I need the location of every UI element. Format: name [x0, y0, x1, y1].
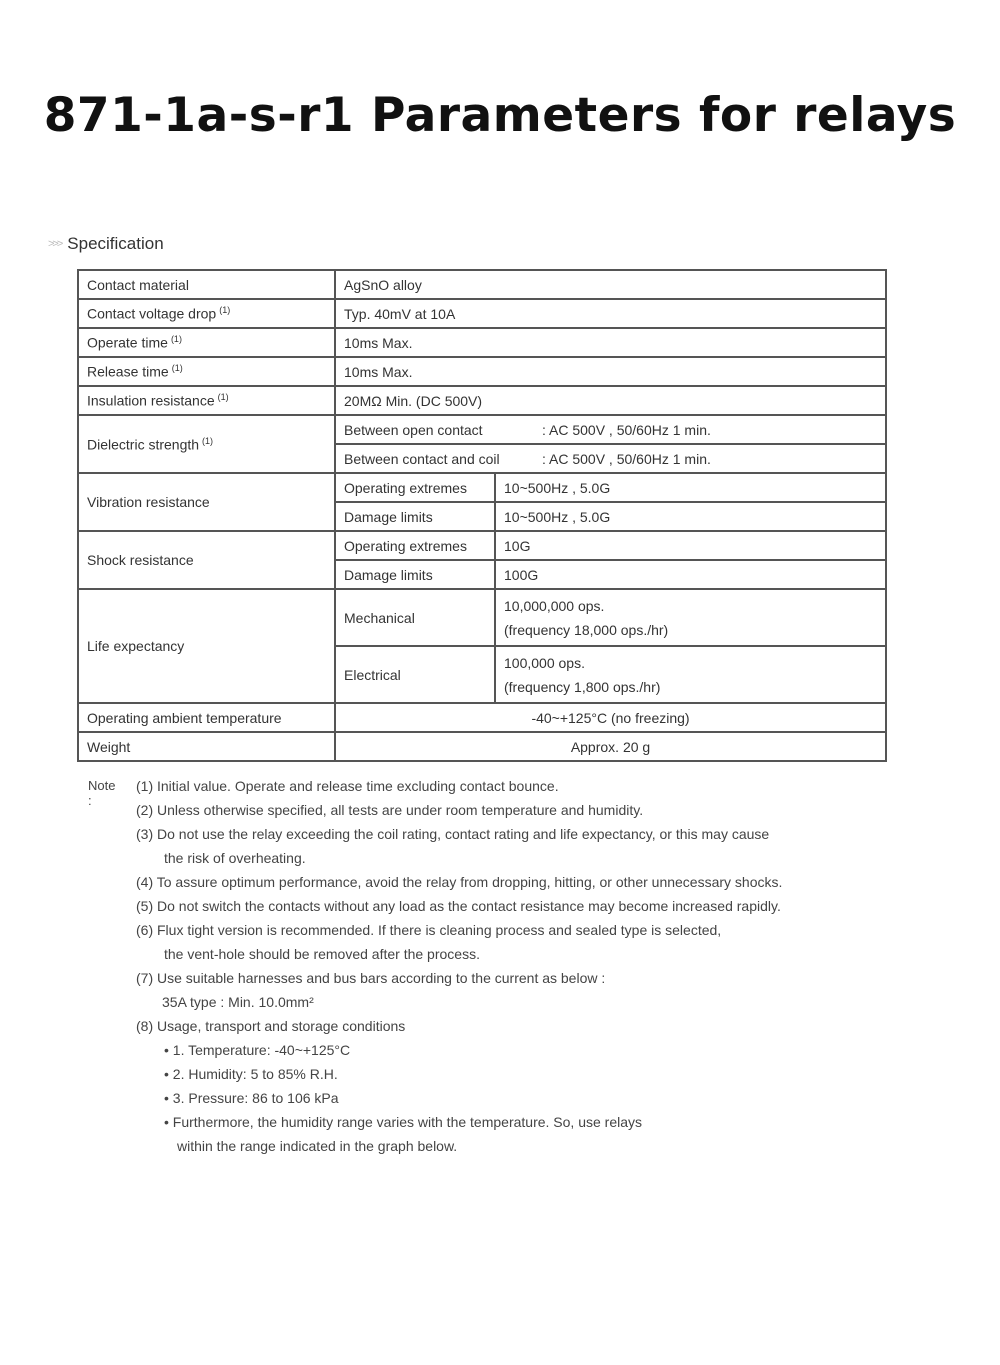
row-label: Operate time $^{(1)}$: [78, 328, 335, 357]
table-row: [78, 732, 886, 761]
notes-label: Note :: [88, 778, 116, 808]
table-row: [78, 589, 886, 646]
table-row: [78, 415, 886, 444]
table-row: [78, 357, 886, 386]
page-title: 871-1a-s-r1 Parameters for relays: [43, 88, 957, 143]
section-label: Specification: [67, 234, 164, 253]
row-value: Approx. 20 g: [335, 732, 886, 761]
note-line: (3) Do not use the relay exceeding the coil rating, contact rating and life expectancy, or this may cause: [136, 826, 770, 842]
row-value: -40~+125°C (no freezing): [335, 703, 886, 732]
note-line: • 3. Pressure: 86 to 106 kPa: [164, 1090, 339, 1106]
row-label: Contact material: [78, 270, 335, 299]
row-value: 20MΩ Min. (DC 500V): [335, 386, 886, 415]
note-line: (7) Use suitable harnesses and bus bars according to the current as below :: [136, 970, 606, 986]
table-row: [78, 299, 886, 328]
specification-table: [77, 269, 887, 762]
note-line: the vent-hole should be removed after the process.: [164, 946, 480, 962]
note-line: • Furthermore, the humidity range varies with the temperature. So, use relays: [164, 1114, 643, 1130]
note-line: 35A type : Min. 10.0mm²: [162, 994, 314, 1010]
row-value: Between open contact : AC 500V , 50/60Hz 1 min.: [335, 415, 886, 444]
row-subname: Operating extremes: [335, 473, 495, 502]
row-value: Typ. 40mV at 10A: [335, 299, 886, 328]
note-line: the risk of overheating.: [164, 850, 306, 866]
row-subname: Operating extremes: [335, 531, 495, 560]
table-row: [78, 531, 886, 560]
row-value: 10,000,000 ops. (frequency 18,000 ops./hr): [495, 589, 886, 646]
row-value: 10G: [495, 531, 886, 560]
row-subname: Mechanical: [335, 589, 495, 646]
row-value: AgSnO alloy: [335, 270, 886, 299]
note-line: (5) Do not switch the contacts without any load as the contact resistance may become increased rapidly.: [136, 898, 781, 914]
row-subname: Damage limits: [335, 560, 495, 589]
note-line: (1) Initial value. Operate and release time excluding contact bounce.: [136, 778, 559, 794]
row-subname: Electrical: [335, 646, 495, 703]
row-value: 10~500Hz , 5.0G: [495, 473, 886, 502]
row-value: Between contact and coil : AC 500V , 50/60Hz 1 min.: [335, 444, 886, 473]
table-row: [78, 703, 886, 732]
row-label: Shock resistance: [78, 531, 335, 589]
row-label: Dielectric strength $^{(1)}$: [78, 415, 335, 473]
note-line: (6) Flux tight version is recommended. If there is cleaning process and sealed type is selected,: [136, 922, 722, 938]
section-heading: [48, 234, 164, 254]
row-label: Vibration resistance: [78, 473, 335, 531]
note-line: • 2. Humidity: 5 to 85% R.H.: [164, 1066, 338, 1082]
note-line: (8) Usage, transport and storage conditions: [136, 1018, 406, 1034]
row-subname: Damage limits: [335, 502, 495, 531]
row-label: Release time $^{(1)}$: [78, 357, 335, 386]
row-label: Insulation resistance $^{(1)}$: [78, 386, 335, 415]
row-value: 10ms Max.: [335, 328, 886, 357]
note-line: within the range indicated in the graph below.: [177, 1138, 458, 1154]
row-value: 10ms Max.: [335, 357, 886, 386]
table-row: [78, 473, 886, 502]
row-label: Operating ambient temperature: [78, 703, 335, 732]
row-value: 10~500Hz , 5.0G: [495, 502, 886, 531]
note-line: (4) To assure optimum performance, avoid the relay from dropping, hitting, or other unnecessary shocks.: [136, 874, 783, 890]
row-label: Life expectancy: [78, 589, 335, 703]
row-value: 100,000 ops. (frequency 1,800 ops./hr): [495, 646, 886, 703]
table-row: [78, 386, 886, 415]
table-row: [78, 328, 886, 357]
note-line: (2) Unless otherwise specified, all tests are under room temperature and humidity.: [136, 802, 644, 818]
row-label: Contact voltage drop $^{(1)}$: [78, 299, 335, 328]
note-line: • 1. Temperature: -40~+125°C: [164, 1042, 351, 1058]
chevron-right-icon: >>>: [48, 238, 62, 250]
row-value: 100G: [495, 560, 886, 589]
row-label: Weight: [78, 732, 335, 761]
table-row: [78, 270, 886, 299]
